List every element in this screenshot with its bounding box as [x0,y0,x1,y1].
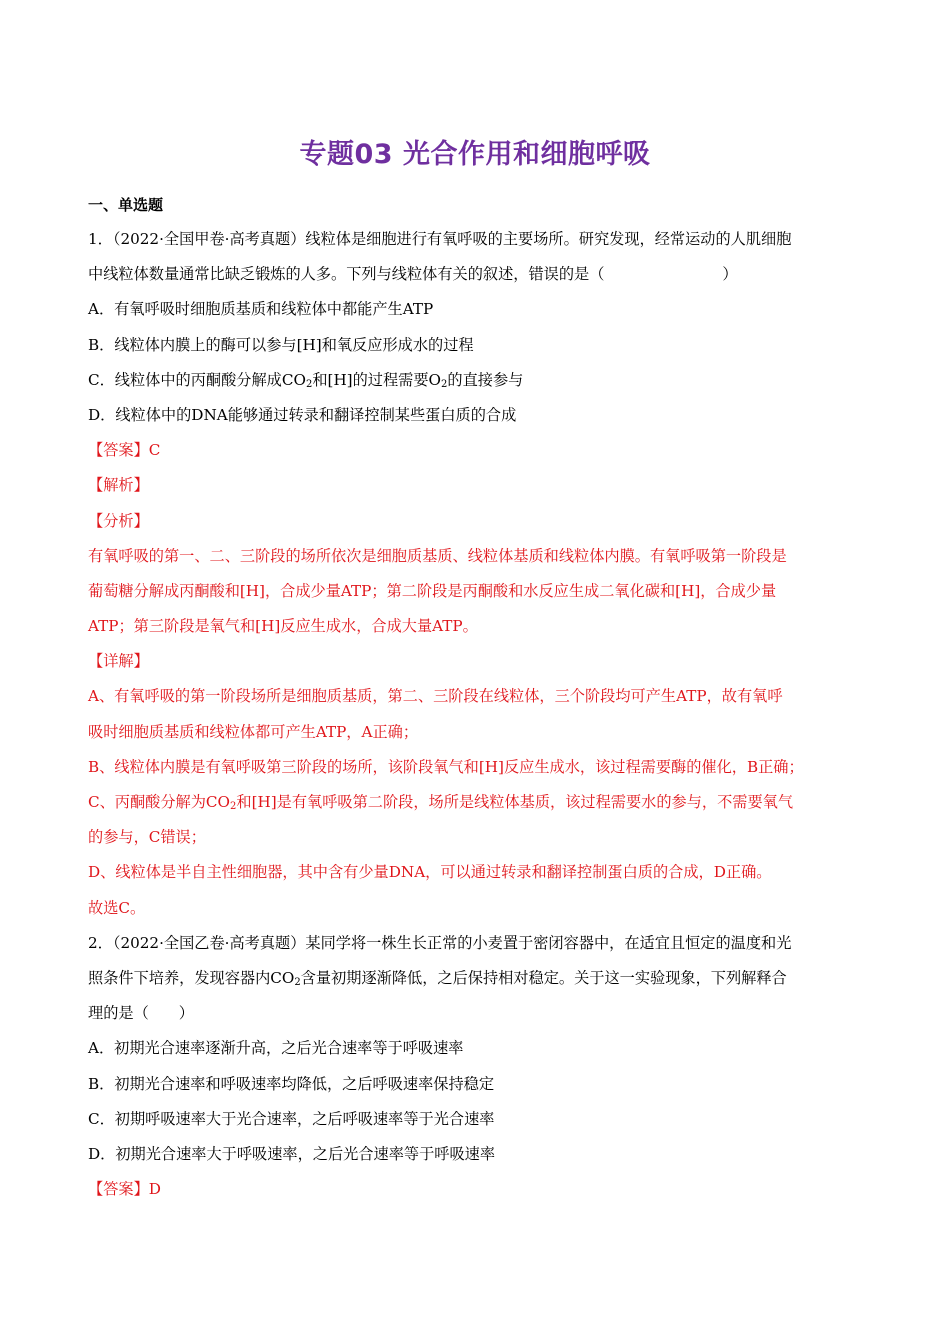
xiangjie-b: B、线粒体内膜是有氧呼吸第三阶段的场所，该阶段氧气和[H]反应生成水，该过程需要酶的催化，B正确； [88,757,804,776]
q1-stem-text: 中线粒体数量通常比缺乏锻炼的人多。下列与线粒体有关的叙述，错误的是（ [88,265,605,284]
q2-stem-part2: 含量初期逐渐降低，之后保持相对稳定。关于这一实验现象，下列解释合 [300,968,787,987]
section-heading: 一、单选题 [88,196,164,214]
q2-stem-line-2 [88,961,863,996]
xiangjie-c-line-2: 的参与，C错误； [88,828,206,847]
q1-stem-close: ） [722,265,738,284]
q2-option-c: C．初期呼吸速率大于光合速率，之后呼吸速率等于光合速率 [88,1109,495,1128]
answer-label: 【答案】 [88,1180,149,1199]
conclusion: 故选C。 [88,898,146,917]
page-title: 专题03 光合作用和细胞呼吸 [299,139,651,170]
q2-option-d: D．初期光合速率大于呼吸速率，之后光合速率等于呼吸速率 [88,1144,496,1163]
subscript: 2 [230,801,237,812]
q1-answer [88,433,863,468]
answer-label: 【答案】 [88,441,149,460]
fenxi-line-2: 葡萄糖分解成丙酮酸和[H]，合成少量ATP；第二阶段是丙酮酸和水反应生成二氧化碳和[H]，合成少量 [88,581,777,600]
xiangjie-c-part1: C、丙酮酸分解为CO [88,793,231,811]
answer-value: C [148,441,161,460]
q2-stem-line-1: 2．（2022·全国乙卷·高考真题）某同学将一株生长正常的小麦置于密闭容器中，在适宜且恒定的温度和光 [88,933,792,952]
xiangjie-d: D、线粒体是半自主性细胞器，其中含有少量DNA，可以通过转录和翻译控制蛋白质的合成，D正确。 [88,863,772,882]
answer-value: D [148,1180,161,1199]
xiangjie-a-line-1: A、有氧呼吸的第一阶段场所是细胞质基质，第二、三阶段在线粒体，三个阶段均可产生ATP，故有氧呼 [88,687,783,706]
document-body [88,222,863,1207]
subscript: 2 [294,976,301,988]
q1-option-d: D．线粒体中的DNA能够通过转录和翻译控制某些蛋白质的合成 [88,405,517,424]
q1-stem-line-1: 1．（2022·全国甲卷·高考真题）线粒体是细胞进行有氧呼吸的主要场所。研究发现，经常运动的人肌细胞 [88,230,792,248]
q2-answer [88,1172,863,1207]
q2-option-a: A．初期光合速率逐渐升高，之后光合速率等于呼吸速率 [88,1039,464,1058]
q1-option-c-part3: 的直接参与 [447,370,524,389]
q2-stem-close: ） [178,1004,194,1023]
q2-stem-part1: 照条件下培养，发现容器内CO [88,968,295,987]
q2-stem-part3: 理的是（ [88,1004,149,1023]
q2-stem-line-3 [88,996,863,1031]
xiangjie-c-line-1 [88,785,863,820]
q1-option-c-part2: 和[H]的过程需要O [312,370,441,389]
q1-option-c [88,363,863,398]
q2-option-b: B．初期光合速率和呼吸速率均降低，之后呼吸速率保持稳定 [88,1074,495,1093]
subscript: 2 [305,378,313,390]
q1-option-a: A．有氧呼吸时细胞质基质和线粒体中都能产生ATP [88,300,434,319]
q1-option-b: B．线粒体内膜上的酶可以参与[H]和氧反应形成水的过程 [88,335,474,354]
q1-stem-line-2 [88,257,863,292]
fenxi-line-1: 有氧呼吸的第一、二、三阶段的场所依次是细胞质基质、线粒体基质和线粒体内膜。有氧呼吸第一阶段是 [88,546,787,565]
fenxi-line-3: ATP；第三阶段是氧气和[H]反应生成水，合成大量ATP。 [88,617,478,636]
xiangjie-label: 【详解】 [88,652,149,671]
xiangjie-a-line-2: 吸时细胞质基质和线粒体都可产生ATP，A正确； [88,722,419,741]
jiexi-label: 【解析】 [88,476,149,495]
q1-option-c-part1: C．线粒体中的丙酮酸分解成CO [88,370,306,389]
xiangjie-c-part2: 和[H]是有氧呼吸第二阶段，场所是线粒体基质，该过程需要水的参与，不需要氧气 [236,793,794,811]
subscript: 2 [441,378,448,390]
fenxi-label: 【分析】 [88,511,149,530]
